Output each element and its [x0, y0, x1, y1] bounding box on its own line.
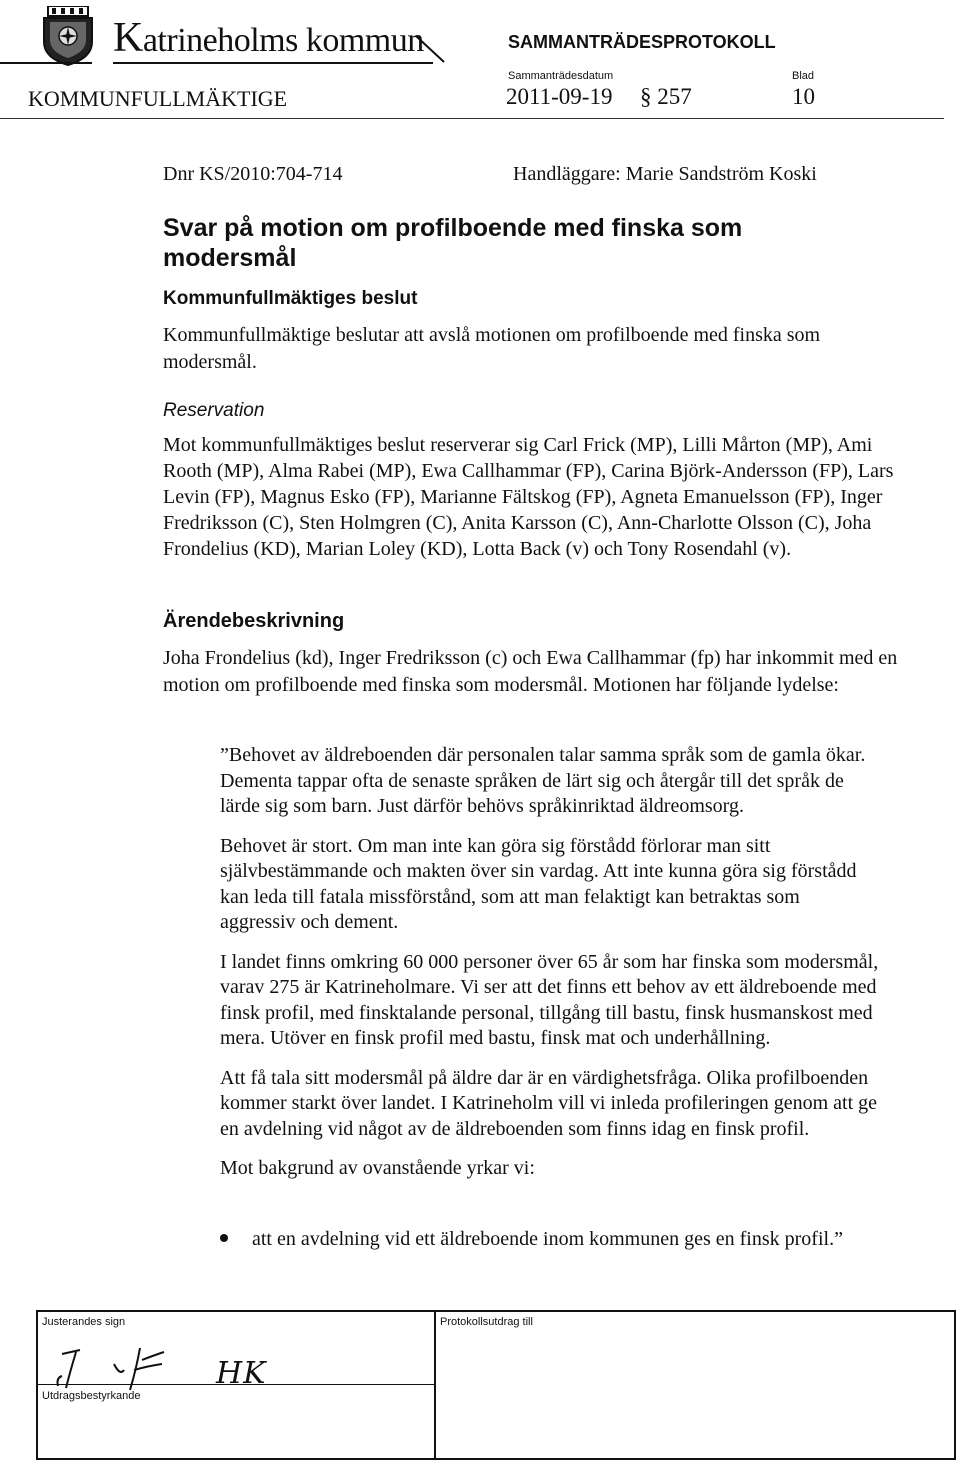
protocol-extract-label: Protokollsutdrag till [440, 1316, 533, 1328]
quote-paragraph: Mot bakgrund av ovanstående yrkar vi: [220, 1157, 535, 1179]
decision-text: Kommunfullmäktige beslutar att avslå motionen om profilboende med finska som modersmål. [163, 324, 821, 373]
header-rule-mid [113, 62, 433, 64]
document-title: Svar på motion om profilboende med finska som modersmål [163, 214, 743, 272]
municipal-coat-of-arms-icon [42, 6, 94, 66]
quote-paragraph: Att få tala sitt modersmål på äldre dar är en värdighetsfråga. Olika profilboenden kommer starkt över landet. I Katrineholm vill vi inleda profileringen genom att ge en avdelning vid något av de äldreboenden som finns idag en finsk profil. [220, 1066, 878, 1140]
case-officer: Handläggare: Marie Sandström Koski [513, 163, 817, 185]
municipality-initial: K [113, 15, 143, 61]
paragraph-number: § 257 [640, 84, 692, 109]
reservation-heading: Reservation [163, 400, 265, 421]
protocol-title: SAMMANTRÄDESPROTOKOLL [508, 32, 776, 52]
signature-box-divider [434, 1310, 436, 1460]
date-value: 2011-09-19 [506, 84, 613, 109]
quote-paragraph: I landet finns omkring 60 000 personer över 65 år som har finska som modersmål, varav 275 är Katrineholmare. Vi ser att det finns ett behov av ett äldreboende med finsk profil, med finsktalande personal, tillgång till bastu, finsk husmanskost med mera. Utöver en finsk profil med bastu, finsk mat och underhållning. [220, 950, 879, 1049]
proposal-text: att en avdelning vid ett äldreboende inom kommunen ges en finsk profil.” [252, 1228, 843, 1250]
case-description-heading: Ärendebeskrivning [163, 610, 345, 632]
date-label: Sammanträdesdatum [508, 70, 614, 82]
motion-quote [220, 743, 880, 1196]
page-number: 10 [792, 84, 815, 109]
meeting-body: KOMMUNFULLMÄKTIGE [28, 86, 288, 111]
signature-initials: HK [216, 1356, 267, 1391]
case-description-text: Joha Frondelius (kd), Inger Fredriksson (c) och Ewa Callhammar (fp) har inkommit med en motion om profilboende med finska som modersmål. Motionen har följande lydelse: [163, 647, 898, 696]
page-label: Blad [792, 70, 815, 82]
logo-slash-stroke [412, 34, 448, 64]
decision-heading: Kommunfullmäktiges beslut [163, 288, 418, 309]
header-rule-left [0, 62, 92, 64]
extract-certification-label: Utdragsbestyrkande [42, 1390, 141, 1402]
municipality-name-rest: atrineholms kommun [142, 22, 424, 59]
header-divider [0, 118, 944, 119]
municipality-name [113, 14, 424, 62]
case-number: Dnr KS/2010:704-714 [163, 163, 343, 185]
adjusters-signature-label: Justerandes sign [42, 1316, 126, 1328]
proposal-bullet [220, 1228, 843, 1251]
bullet-icon [220, 1234, 228, 1242]
reservation-text: Mot kommunfullmäktiges beslut reserverar sig Carl Frick (MP), Lilli Mårton (MP), Ami Rooth (MP), Alma Rabei (MP), Ewa Callhammar (FP), Carina Björk-Andersson (FP), Lars Levin (FP), Magnus Esko (FP), Marianne Fältskog (FP), Agneta Emanuelsson (FP), Inger Fredriksson (C), Sten Holmgren (C), Anita Karsson (C), Ann-Charlotte Olsson (C), Joha Frondelius (KD), Marian Loley (KD), Lotta Back (v) och Tony Rosendahl (v). [163, 434, 894, 560]
quote-paragraph: ”Behovet av äldreboenden där personalen talar samma språk som de gamla ökar. Dementa tappar ofta de senaste språken de lärt sig och återgår till det språk de lärde sig som barn. Just därför behövs språkinriktad äldreomsorg. [220, 744, 866, 817]
quote-paragraph: Behovet är stort. Om man inte kan göra sig förstådd förlorar man sitt självbestämmande och makten över sin vardag. Att inte kunna göra sig förstådd kan leda till fatala missförstånd, som att man felaktigt kan betraktas som aggressiv och dement. [220, 834, 857, 933]
